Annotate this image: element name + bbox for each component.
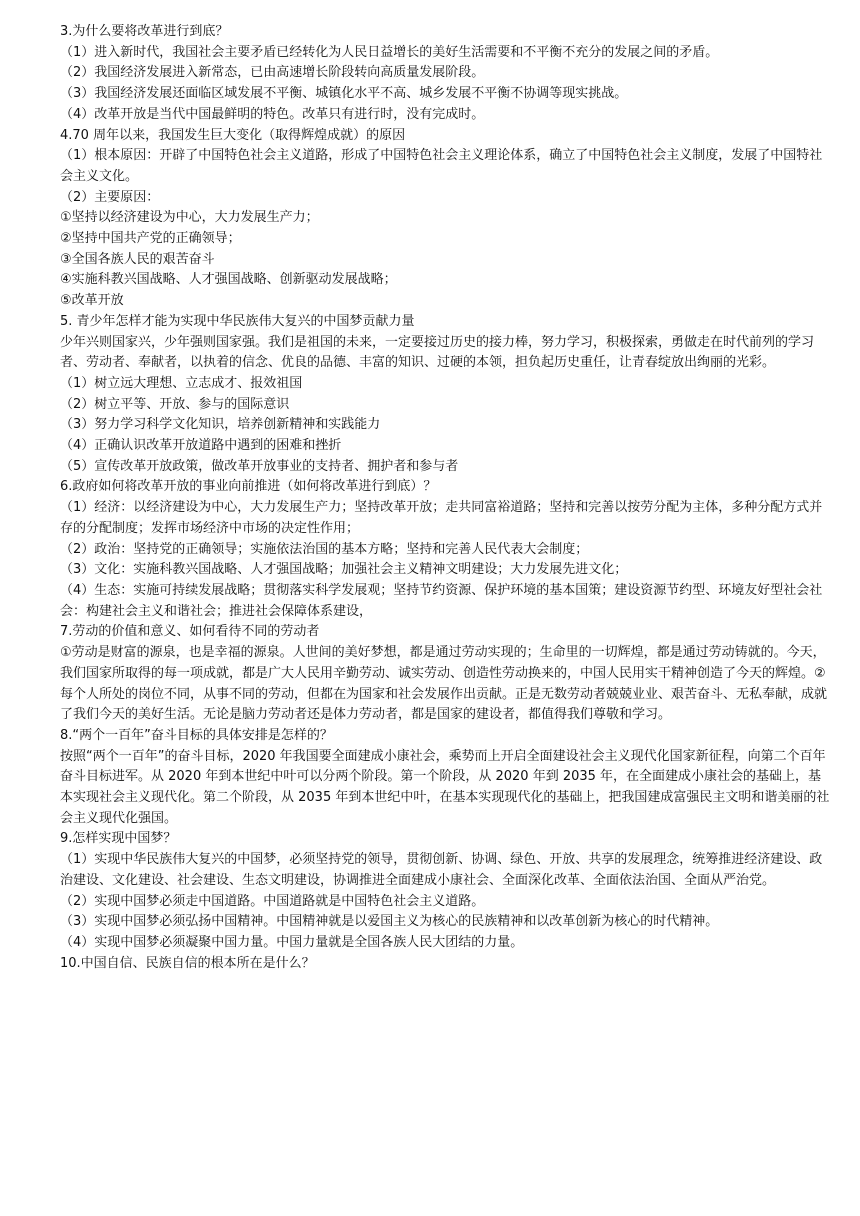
answer-line: ③全国各族人民的艰苦奋斗 <box>60 251 215 267</box>
answer-line: （2）主要原因： <box>60 189 160 205</box>
answer-paragraph: 少年兴则国家兴，少年强则国家强。我们是祖国的未来，一定要接过历史的接力棒，努力学习，积极探索，勇做走在时代前列的学习者、劳动者、奉献者，以执着的信念、优良的品德、丰富的知识、过硬的本领，担负起历史重任，让青春绽放出绚丽的光彩。 <box>60 334 815 371</box>
answer-line: ①坚持以经济建设为中心，大力发展生产力； <box>60 210 319 226</box>
answer-paragraph: ①劳动是财富的源泉，也是幸福的源泉。人世间的美好梦想，都是通过劳动实现的；生命里的一切辉煌，都是通过劳动铸就的。今天，我们国家所取得的每一项成就，都是广大人民用辛勤劳动、诚实劳动、创造性劳动换来的，中国人民用实干精神创造了今天的辉煌。②每个人所处的岗位不同，从事不同的劳动，但都在为国家和社会发展作出贡献。正是无数劳动者兢兢业业、艰苦奋斗、无私奉献，成就了我们今天的美好生活。无论是脑力劳动者还是体力劳动者，都是国家的建设者，都值得我们尊敬和学习。 <box>60 645 828 723</box>
answer-paragraph: （1）经济：以经济建设为中心，大力发展生产力；坚持改革开放；走共同富裕道路；坚持和完善以按劳分配为主体，多种分配方式并存的分配制度；发挥市场经济中市场的决定性作用； <box>60 500 823 536</box>
question-heading: 10.中国自信、民族自信的根本所在是什么？ <box>60 955 315 971</box>
question-heading: 8.“两个一百年”奋斗目标的具体安排是怎样的？ <box>60 727 333 743</box>
answer-line: （3）实现中国梦必须弘扬中国精神。中国精神就是以爱国主义为核心的民族精神和以改革创新为核心的时代精神。 <box>60 914 719 930</box>
answer-line: （4）实现中国梦必须凝聚中国力量。中国力量就是全国各族人民大团结的力量。 <box>60 934 524 950</box>
answer-line: （1）进入新时代，我国社会主要矛盾已经转化为人民日益增长的美好生活需要和不平衡不充分的发展之间的矛盾。 <box>60 44 719 60</box>
answer-line: （3）我国经济发展还面临区域发展不平衡、城镇化水平不高、城乡发展不平衡不协调等现实挑战。 <box>60 86 628 102</box>
answer-line: （2）实现中国梦必须走中国道路。中国道路就是中国特色社会主义道路。 <box>60 893 485 909</box>
answer-line: ④实施科教兴国战略、人才强国战略、创新驱动发展战略； <box>60 272 397 288</box>
answer-line: （3）文化：实施科教兴国战略、人才强国战略；加强社会主义精神文明建设；大力发展先进文化； <box>60 562 628 578</box>
answer-line: （2）树立平等、开放、参与的国际意识 <box>60 396 290 412</box>
answer-paragraph: （4）生态：实施可持续发展战略；贯彻落实科学发展观；坚持节约资源、保护环境的基本国策；建设资源节约型、环境友好型社会社会：构建社会主义和谐社会；推进社会保障体系建设， <box>60 582 823 619</box>
answer-line: （4）改革开放是当代中国最鲜明的特色。改革只有进行时，没有完成时。 <box>60 106 485 122</box>
answer-paragraph: （1）根本原因：开辟了中国特色社会主义道路，形成了中国特色社会主义理论体系，确立了中国特色社会主义制度，发展了中国特社会主义文化。 <box>60 148 823 184</box>
answer-line: ②坚持中国共产党的正确领导； <box>60 231 241 247</box>
question-heading: 6.政府如何将改革开放的事业向前推进（如何将改革进行到底）？ <box>60 479 437 495</box>
question-heading: 5. 青少年怎样才能为实现中华民族伟大复兴的中国梦贡献力量 <box>60 313 415 329</box>
answer-line: （2）我国经济发展进入新常态，已由高速增长阶段转向高质量发展阶段。 <box>60 65 485 81</box>
question-heading: 4.70 周年以来，我国发生巨大变化（取得辉煌成就）的原因 <box>60 127 406 143</box>
answer-line: （1）树立远大理想、立志成才、报效祖国 <box>60 375 303 391</box>
answer-line: （3）努力学习科学文化知识，培养创新精神和实践能力 <box>60 417 381 433</box>
answer-paragraph: 按照“两个一百年”的奋斗目标，2020 年我国要全面建成小康社会，乘势而上开启全面建设社会主义现代化国家新征程，向第二个百年奋斗目标进军。从 2020 年到本世纪中叶可以分两个阶段。第一个阶段，从 2020 年到 2035 年，在全面建成小康社会的基础上，基本实现社会主义现代化。第二个阶段，从 2035 年到本世纪中叶，在基本实现现代化的基础上，把我国建成富强民主文明和谐美丽的社会主义现代化强国。 <box>60 748 830 826</box>
answer-paragraph: （1）实现中华民族伟大复兴的中国梦，必须坚持党的领导，贯彻创新、协调、绿色、开放、共享的发展理念，统筹推进经济建设、政治建设、文化建设、社会建设、生态文明建设，协调推进全面建成小康社会、全面深化改革、全面依法治国、全面从严治党。 <box>60 852 823 888</box>
question-heading: 3.为什么要将改革进行到底？ <box>60 24 229 39</box>
answer-line: （5）宣传改革开放政策，做改革开放事业的支持者、拥护者和参与者 <box>60 458 459 474</box>
answer-line: ⑤改革开放 <box>60 293 124 309</box>
answer-line: （4）正确认识改革开放道路中遇到的困难和挫折 <box>60 438 342 454</box>
question-heading: 7.劳动的价值和意义、如何看待不同的劳动者 <box>60 624 320 640</box>
question-heading: 9.怎样实现中国梦？ <box>60 831 177 847</box>
answer-line: （2）政治：坚持党的正确领导；实施依法治国的基本方略；坚持和完善人民代表大会制度； <box>60 541 589 557</box>
